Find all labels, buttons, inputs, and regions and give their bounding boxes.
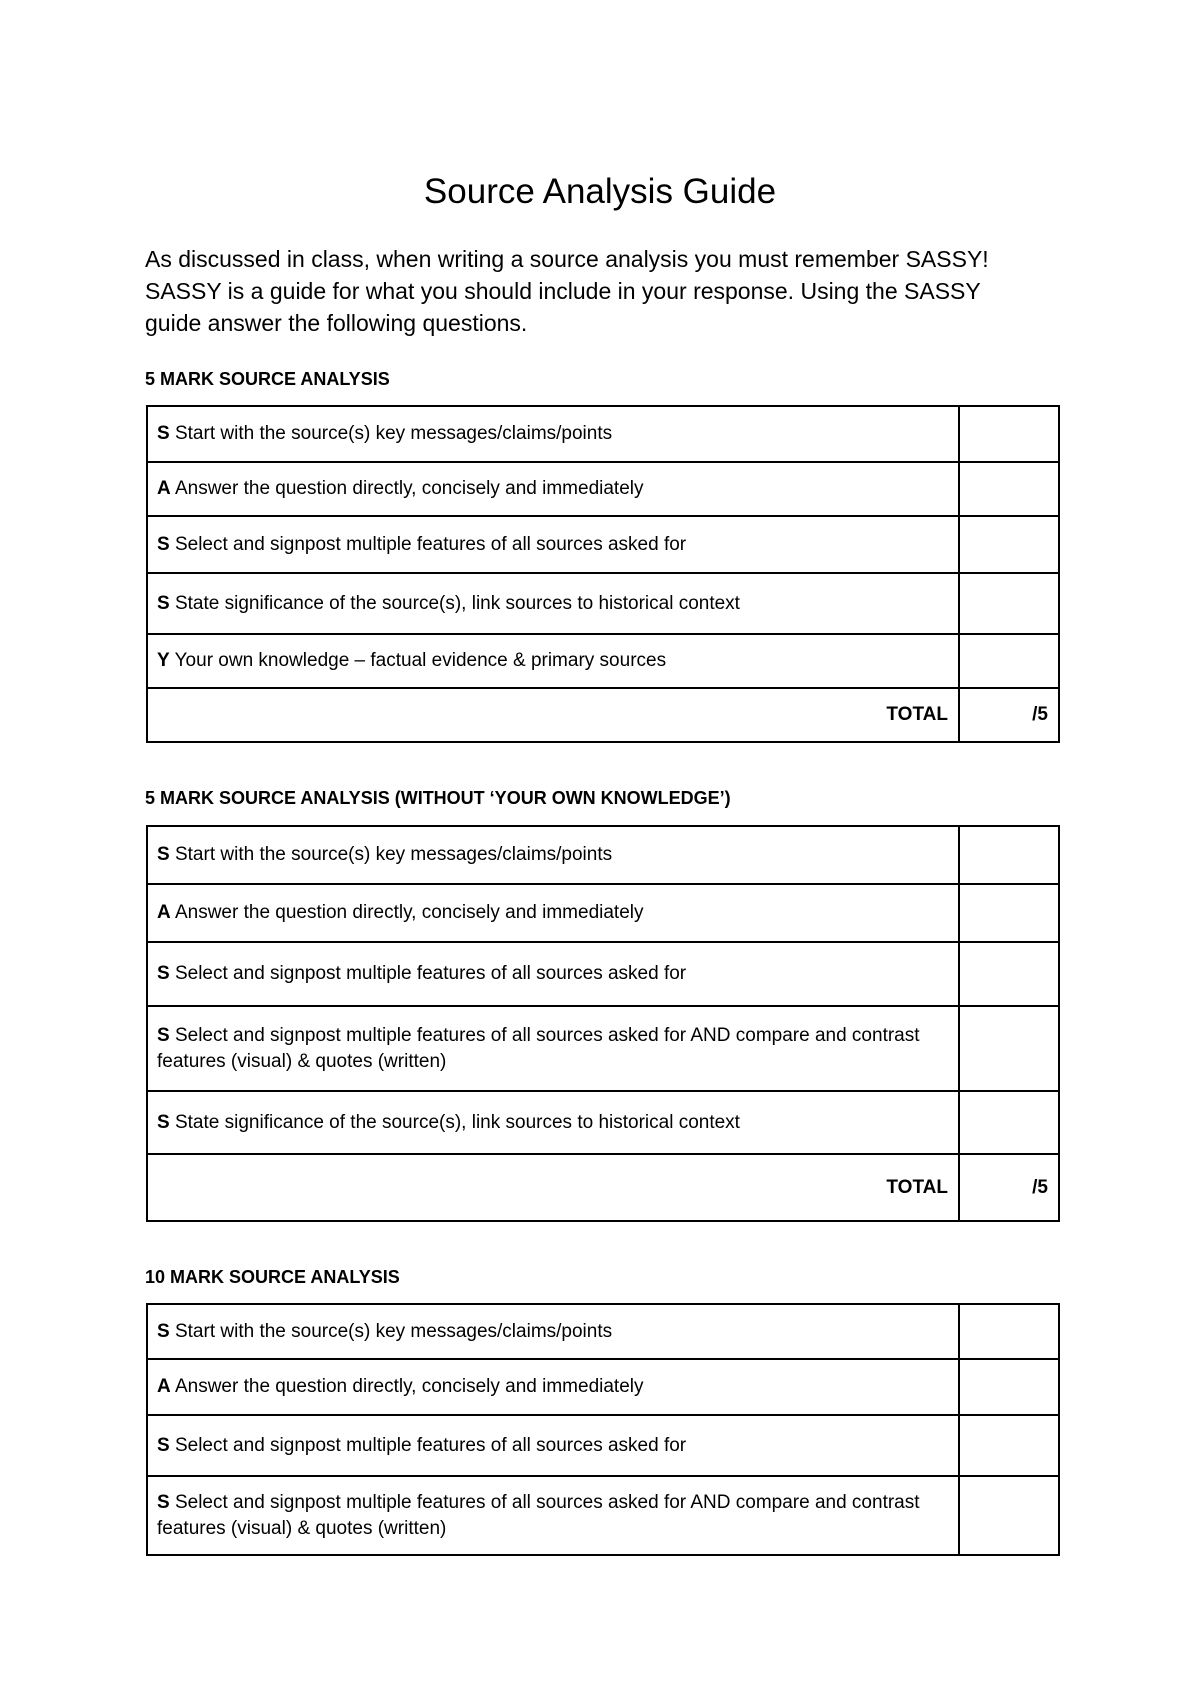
table-row [147,1091,1059,1154]
criterion-letter: A [157,1376,171,1397]
criterion-text: Answer the question directly, concisely and immediately [174,902,644,923]
criterion-cell [147,1359,959,1415]
criterion-letter: S [157,1024,170,1046]
criterion-text: State significance of the source(s), link sources to historical context [174,1111,740,1133]
criterion-text: Start with the source(s) key messages/claims/points [174,1320,613,1342]
score-cell[interactable] [959,1006,1059,1091]
criterion-text: Select and signpost multiple features of all sources asked for [174,963,687,984]
criterion-text: Select and signpost multiple features of all sources asked for [174,533,687,555]
table-row [147,406,1059,462]
criterion-letter: S [157,1491,170,1513]
score-cell[interactable] [959,942,1059,1006]
table-row [147,884,1059,942]
total-value[interactable]: /5 [959,1154,1059,1221]
section-heading-10-mark: 10 MARK SOURCE ANALYSIS [145,1267,400,1287]
criterion-cell [147,1476,959,1555]
total-label: TOTAL [147,1154,959,1221]
criterion-letter: A [157,902,171,923]
score-cell[interactable] [959,406,1059,462]
criterion-cell [147,634,959,688]
score-cell[interactable] [959,1304,1059,1359]
criterion-letter: S [157,533,170,555]
total-value[interactable]: /5 [959,688,1059,742]
table-row [147,516,1059,573]
table-row [147,942,1059,1006]
table-row [147,1359,1059,1415]
intro-line: SASSY is a guide for what you should include in your response. Using the SASSY [145,278,981,304]
table-row [147,826,1059,884]
table-row [147,1304,1059,1359]
criterion-text: Your own knowledge – factual evidence & primary sources [174,650,667,671]
rubric-table-5-mark-without-own-knowledge [146,825,1060,1222]
score-cell[interactable] [959,1415,1059,1476]
rubric-table-5-mark [146,405,1060,743]
section-heading-5-mark: 5 MARK SOURCE ANALYSIS [145,369,390,389]
table-row [147,462,1059,516]
total-label: TOTAL [147,688,959,742]
score-cell[interactable] [959,826,1059,884]
criterion-text: Start with the source(s) key messages/claims/points [174,423,613,444]
criterion-letter: S [157,844,170,865]
criterion-text: Select and signpost multiple features of all sources asked for AND compare and contrast features (visual) & quotes (written) [157,1024,920,1072]
criterion-letter: S [157,1434,170,1456]
intro-line: guide answer the following questions. [145,310,528,336]
score-cell[interactable] [959,634,1059,688]
criterion-text: Answer the question directly, concisely and immediately [174,1376,644,1397]
criterion-cell [147,1006,959,1091]
criterion-cell [147,573,959,634]
table-row [147,1476,1059,1555]
criterion-letter: A [157,478,171,499]
section-heading-5-mark-without-own-knowledge: 5 MARK SOURCE ANALYSIS (WITHOUT ‘YOUR OWN KNOWLEDGE’) [145,788,731,808]
score-cell[interactable] [959,462,1059,516]
score-cell[interactable] [959,1359,1059,1415]
score-cell[interactable] [959,516,1059,573]
table-row [147,1415,1059,1476]
criterion-cell [147,884,959,942]
criterion-text: Answer the question directly, concisely and immediately [174,478,644,499]
criterion-cell [147,826,959,884]
score-cell[interactable] [959,1091,1059,1154]
criterion-text: Select and signpost multiple features of all sources asked for [174,1434,687,1456]
intro-paragraph [145,243,1075,339]
table-row [147,1006,1059,1091]
total-row [147,688,1059,742]
criterion-cell [147,942,959,1006]
criterion-letter: Y [157,650,170,671]
criterion-letter: S [157,963,170,984]
intro-line: As discussed in class, when writing a source analysis you must remember SASSY! [145,246,989,272]
page-title: Source Analysis Guide [423,172,777,211]
score-cell[interactable] [959,1476,1059,1555]
criterion-cell [147,1415,959,1476]
criterion-cell [147,462,959,516]
table-row [147,634,1059,688]
criterion-text: Start with the source(s) key messages/claims/points [174,844,613,865]
criterion-text: State significance of the source(s), link sources to historical context [174,592,740,614]
criterion-letter: S [157,1320,170,1342]
score-cell[interactable] [959,884,1059,942]
criterion-letter: S [157,423,170,444]
score-cell[interactable] [959,573,1059,634]
criterion-cell [147,516,959,573]
criterion-text: Select and signpost multiple features of all sources asked for AND compare and contrast features (visual) & quotes (written) [157,1491,920,1539]
criterion-cell [147,1304,959,1359]
rubric-table-10-mark [146,1303,1060,1556]
total-row [147,1154,1059,1221]
criterion-cell [147,1091,959,1154]
criterion-letter: S [157,592,170,614]
table-row [147,573,1059,634]
criterion-cell [147,406,959,462]
criterion-letter: S [157,1111,170,1133]
